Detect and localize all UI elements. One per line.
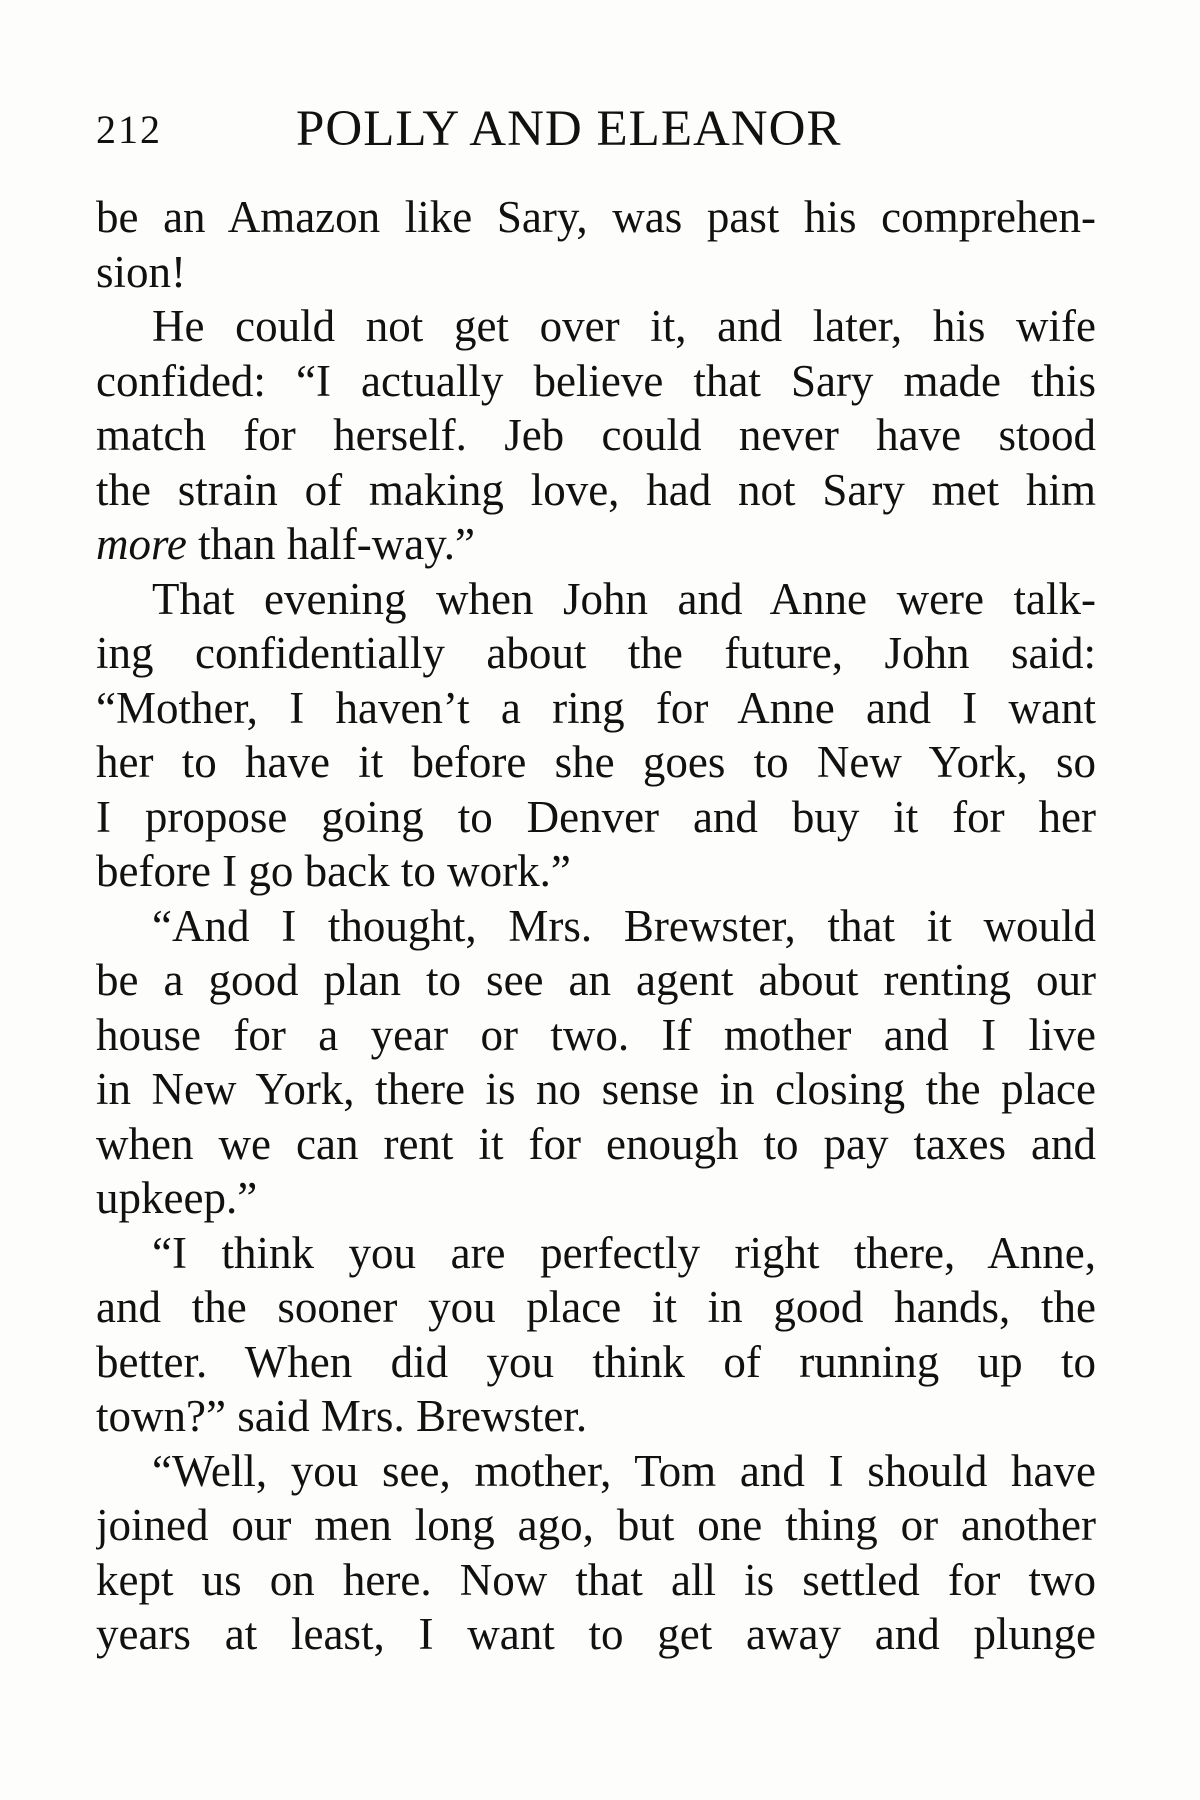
text-line: when we can rent it for enough to pay taxes and xyxy=(96,1118,1096,1169)
text-line: upkeep.” xyxy=(96,1173,258,1223)
text-line: and the sooner you place it in good hands, the xyxy=(96,1282,1096,1332)
text-fragment: than half-way.” xyxy=(186,519,476,569)
text-line: before I go back to work.” xyxy=(96,846,571,896)
italic-emphasis: more xyxy=(96,519,187,569)
text-line: house for a year or two. If mother and I live xyxy=(96,1009,1096,1060)
book-title: POLLY AND ELEANOR xyxy=(296,101,842,157)
paragraph xyxy=(96,299,1096,572)
text-line: That evening when John and Anne were talk- xyxy=(152,573,1096,624)
text-line xyxy=(96,517,1096,572)
text-line: town?” said Mrs. Brewster. xyxy=(96,1391,588,1441)
text-line: “And I thought, Mrs. Brewster, that it would xyxy=(152,900,1096,951)
paragraph xyxy=(96,899,1096,1226)
text-line: joined our men long ago, but one thing or another xyxy=(96,1500,1096,1550)
text-line: “Mother, I haven’t a ring for Anne and I want xyxy=(96,682,1096,733)
body-text xyxy=(96,190,1096,1662)
text-line: the strain of making love, had not Sary met him xyxy=(96,464,1096,515)
text-line: confided: “I actually believe that Sary made this xyxy=(96,355,1096,406)
text-line: be an Amazon like Sary, was past his comprehen- xyxy=(96,192,1096,242)
running-head xyxy=(96,100,1096,166)
text-line: years at least, I want to get away and plunge xyxy=(96,1609,1096,1659)
text-line: kept us on here. Now that all is settled for two xyxy=(96,1554,1096,1605)
paragraph xyxy=(96,1226,1096,1444)
text-line: He could not get over it, and later, his wife xyxy=(152,301,1096,351)
paragraph xyxy=(96,1444,1096,1662)
text-line: “I think you are perfectly right there, Anne, xyxy=(152,1227,1096,1278)
text-line: be a good plan to see an agent about renting our xyxy=(96,955,1096,1005)
text-line: I propose going to Denver and buy it for her xyxy=(96,791,1096,842)
page-number: 212 xyxy=(96,107,162,152)
text-line: in New York, there is no sense in closing the place xyxy=(96,1064,1096,1114)
text-line: sion! xyxy=(96,246,186,297)
paragraph xyxy=(96,572,1096,899)
text-line: ing confidentially about the future, John said: xyxy=(96,628,1096,678)
text-line: match for herself. Jeb could never have stood xyxy=(96,410,1096,460)
paragraph xyxy=(96,190,1096,299)
text-line: “Well, you see, mother, Tom and I should have xyxy=(152,1445,1096,1496)
text-line: better. When did you think of running up to xyxy=(96,1336,1096,1387)
text-line: her to have it before she goes to New York, so xyxy=(96,737,1096,787)
